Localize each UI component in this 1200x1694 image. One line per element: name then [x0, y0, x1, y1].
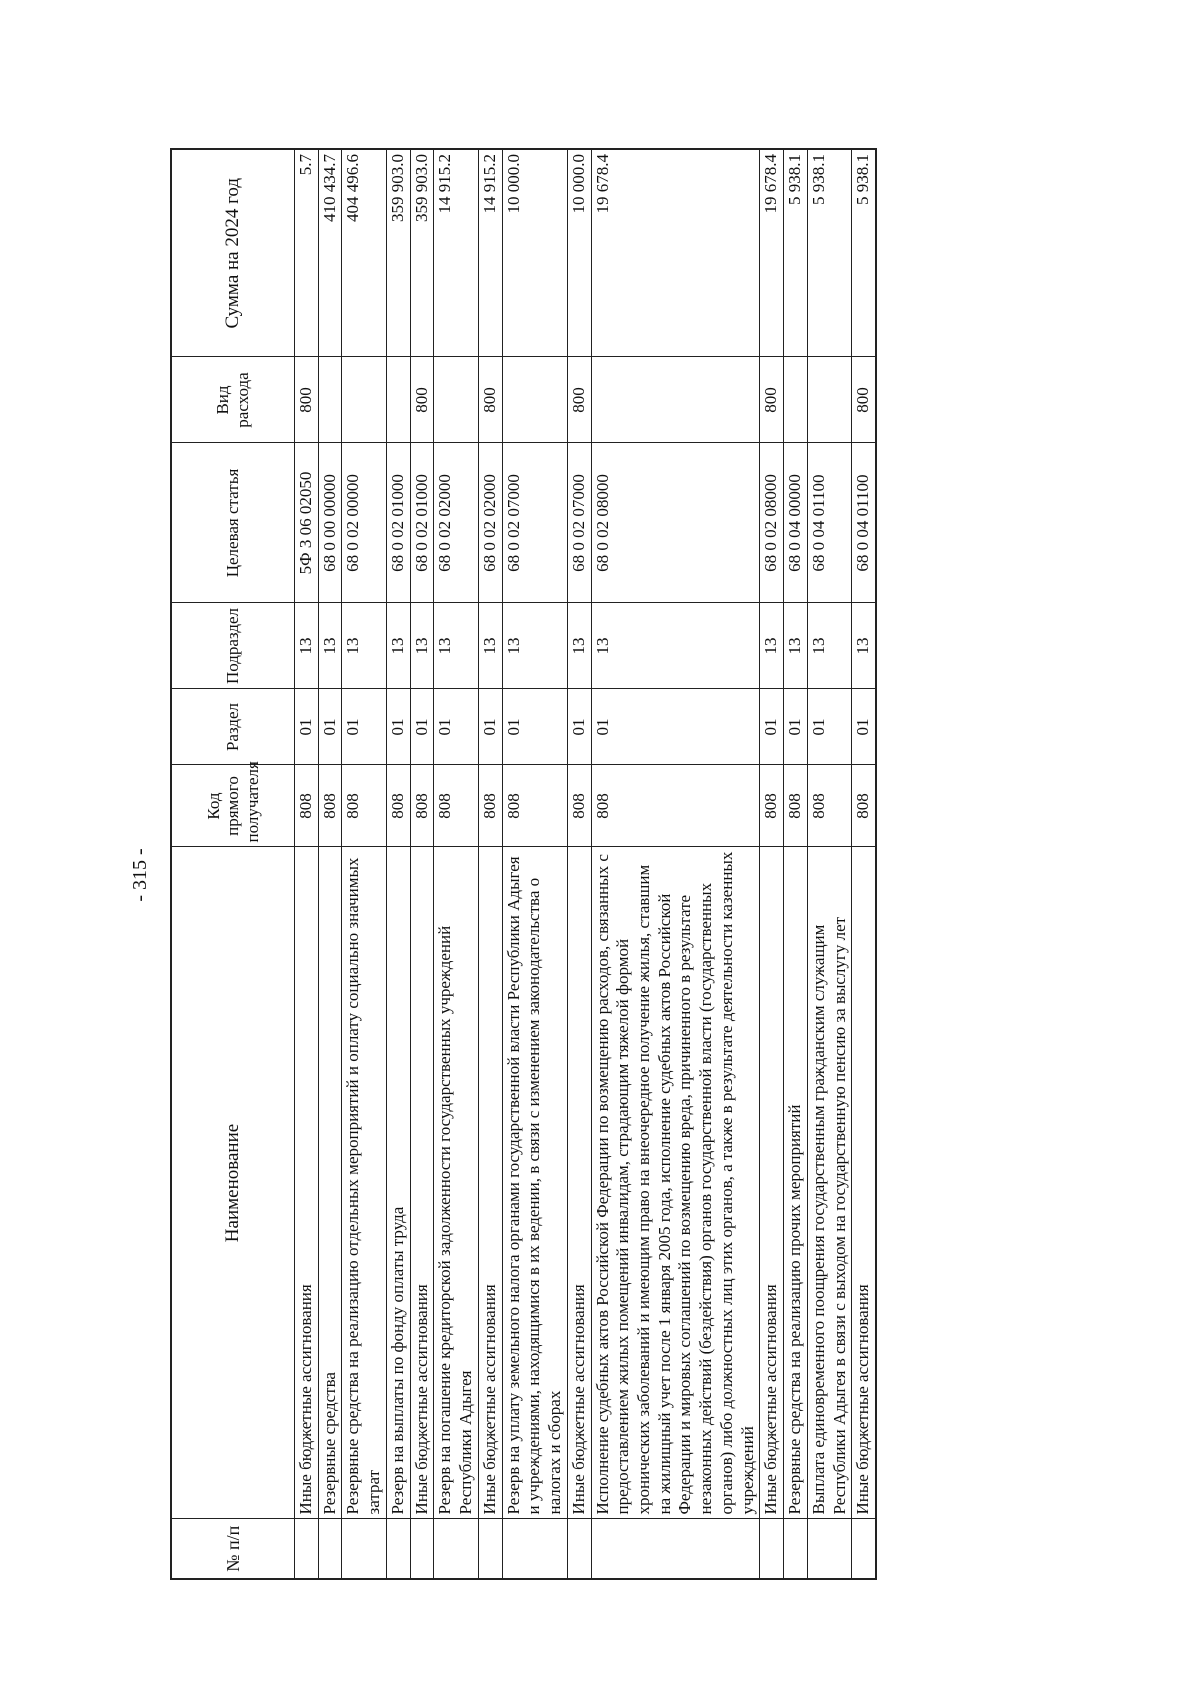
header-target: Целевая статья [171, 443, 295, 603]
cell-subsection: 13 [760, 603, 784, 689]
cell-num [478, 1519, 502, 1579]
table-row [807, 149, 851, 1579]
header-section: Раздел [171, 689, 295, 765]
cell-sum: 359 903.0 [410, 149, 434, 357]
cell-name: Выплата единовременного поощрения государственным гражданским служащим Республики Адыгея в связи с выходом на государственную пенсию за выслугу лет [807, 847, 851, 1519]
table-row [567, 149, 591, 1579]
cell-target: 68 0 02 08000 [591, 443, 760, 603]
header-sum: Сумма на 2024 год [171, 149, 295, 357]
cell-name: Иные бюджетные ассигнования [410, 847, 434, 1519]
cell-target: 68 0 04 00000 [784, 443, 808, 603]
cell-type: 800 [852, 357, 876, 443]
cell-code: 808 [478, 765, 502, 847]
cell-code: 808 [502, 765, 567, 847]
table-row [318, 149, 342, 1579]
cell-num [807, 1519, 851, 1579]
cell-sum: 10 000.0 [502, 149, 567, 357]
cell-section: 01 [852, 689, 876, 765]
table-body [295, 149, 877, 1579]
cell-name: Резервные средства [318, 847, 342, 1519]
table-row [410, 149, 434, 1579]
cell-type [784, 357, 808, 443]
cell-name: Резерв на выплаты по фонду оплаты труда [386, 847, 410, 1519]
cell-code: 808 [386, 765, 410, 847]
cell-sum: 5 938.1 [784, 149, 808, 357]
cell-target: 68 0 04 01100 [852, 443, 876, 603]
cell-target: 68 0 02 02000 [478, 443, 502, 603]
cell-num [760, 1519, 784, 1579]
cell-num [852, 1519, 876, 1579]
cell-name: Иные бюджетные ассигнования [567, 847, 591, 1519]
cell-target: 5Ф 3 06 02050 [295, 443, 319, 603]
cell-type: 800 [295, 357, 319, 443]
cell-target: 68 0 02 07000 [567, 443, 591, 603]
cell-section: 01 [567, 689, 591, 765]
header-code: Код прямого получателя [171, 765, 295, 847]
cell-name: Резервные средства на реализацию отдельных мероприятий и оплату социально значимых затрат [342, 847, 386, 1519]
cell-sum: 14 915.2 [434, 149, 478, 357]
cell-code: 808 [410, 765, 434, 847]
cell-type: 800 [567, 357, 591, 443]
cell-num [386, 1519, 410, 1579]
cell-section: 01 [410, 689, 434, 765]
table-row [342, 149, 386, 1579]
cell-code: 808 [852, 765, 876, 847]
cell-num [295, 1519, 319, 1579]
table-row [760, 149, 784, 1579]
cell-sum: 14 915.2 [478, 149, 502, 357]
cell-target: 68 0 02 02000 [434, 443, 478, 603]
cell-subsection: 13 [567, 603, 591, 689]
cell-section: 01 [342, 689, 386, 765]
cell-type: 800 [478, 357, 502, 443]
cell-target: 68 0 02 01000 [386, 443, 410, 603]
header-row [171, 149, 295, 1579]
cell-sum: 19 678.4 [591, 149, 760, 357]
table-header [171, 149, 295, 1579]
cell-target: 68 0 02 07000 [502, 443, 567, 603]
header-type: Вид расхода [171, 357, 295, 443]
cell-num [591, 1519, 760, 1579]
cell-num [434, 1519, 478, 1579]
cell-code: 808 [295, 765, 319, 847]
cell-sum: 5 938.1 [807, 149, 851, 357]
table-row [852, 149, 876, 1579]
cell-num [342, 1519, 386, 1579]
cell-sum: 410 434.7 [318, 149, 342, 357]
cell-subsection: 13 [807, 603, 851, 689]
cell-code: 808 [591, 765, 760, 847]
cell-name: Резерв на погашение кредиторской задолженности государственных учреждений Республики Адыгея [434, 847, 478, 1519]
cell-type [434, 357, 478, 443]
cell-code: 808 [760, 765, 784, 847]
cell-code: 808 [434, 765, 478, 847]
cell-subsection: 13 [295, 603, 319, 689]
cell-code: 808 [784, 765, 808, 847]
table-row [478, 149, 502, 1579]
cell-type: 800 [410, 357, 434, 443]
cell-section: 01 [502, 689, 567, 765]
cell-sum: 359 903.0 [386, 149, 410, 357]
table-row [386, 149, 410, 1579]
cell-subsection: 13 [410, 603, 434, 689]
cell-subsection: 13 [852, 603, 876, 689]
cell-type [807, 357, 851, 443]
cell-name: Иные бюджетные ассигнования [760, 847, 784, 1519]
cell-name: Иные бюджетные ассигнования [852, 847, 876, 1519]
cell-target: 68 0 02 08000 [760, 443, 784, 603]
cell-section: 01 [478, 689, 502, 765]
cell-target: 68 0 02 01000 [410, 443, 434, 603]
cell-type [502, 357, 567, 443]
cell-section: 01 [807, 689, 851, 765]
table-row [295, 149, 319, 1579]
cell-target: 68 0 04 01100 [807, 443, 851, 603]
cell-code: 808 [318, 765, 342, 847]
cell-subsection: 13 [784, 603, 808, 689]
cell-subsection: 13 [318, 603, 342, 689]
cell-type [318, 357, 342, 443]
cell-target: 68 0 00 00000 [318, 443, 342, 603]
cell-code: 808 [567, 765, 591, 847]
cell-name: Резерв на уплату земельного налога органами государственной власти Республики Адыгея и учреждениями, находящимися в их ведении, в связи с изменением законодательства о налогах и сборах [502, 847, 567, 1519]
cell-type [386, 357, 410, 443]
table-row [591, 149, 760, 1579]
cell-sum: 10 000.0 [567, 149, 591, 357]
budget-table [170, 148, 877, 1580]
cell-name: Иные бюджетные ассигнования [478, 847, 502, 1519]
cell-code: 808 [342, 765, 386, 847]
cell-subsection: 13 [502, 603, 567, 689]
cell-section: 01 [760, 689, 784, 765]
cell-num [502, 1519, 567, 1579]
cell-type: 800 [760, 357, 784, 443]
cell-section: 01 [386, 689, 410, 765]
budget-table-container [170, 150, 1030, 1580]
table-row [784, 149, 808, 1579]
header-subsection: Подраздел [171, 603, 295, 689]
cell-subsection: 13 [434, 603, 478, 689]
cell-subsection: 13 [342, 603, 386, 689]
cell-sum: 5 938.1 [852, 149, 876, 357]
cell-sum: 5.7 [295, 149, 319, 357]
cell-section: 01 [295, 689, 319, 765]
cell-type [342, 357, 386, 443]
table-row [502, 149, 567, 1579]
header-name: Наименование [171, 847, 295, 1519]
cell-subsection: 13 [591, 603, 760, 689]
cell-section: 01 [784, 689, 808, 765]
cell-section: 01 [591, 689, 760, 765]
page-number: - 315 - [129, 848, 151, 902]
cell-sum: 404 496.6 [342, 149, 386, 357]
cell-name: Резервные средства на реализацию прочих мероприятий [784, 847, 808, 1519]
header-num: № п/п [171, 1519, 295, 1579]
cell-sum: 19 678.4 [760, 149, 784, 357]
cell-code: 808 [807, 765, 851, 847]
cell-num [318, 1519, 342, 1579]
cell-name: Исполнение судебных актов Российской Федерации по возмещению расходов, связанных с предоставлением жилых помещений инвалидам, страдающим тяжелой формой хронических заболеваний и имеющим право на внеочередное получение жилья, ставшим на жилищный учет после 1 января 2005 года, исполнение судебных актов Российской Федерации и мировых соглашений по возмещению вреда, причиненного в результате незаконных действий (бездействия) органов государственной власти (государственных органов) либо должностных лиц этих органов, а также в результате деятельности казенных учреждений [591, 847, 760, 1519]
cell-subsection: 13 [386, 603, 410, 689]
cell-num [410, 1519, 434, 1579]
cell-section: 01 [434, 689, 478, 765]
cell-num [567, 1519, 591, 1579]
cell-type [591, 357, 760, 443]
cell-name: Иные бюджетные ассигнования [295, 847, 319, 1519]
cell-subsection: 13 [478, 603, 502, 689]
cell-num [784, 1519, 808, 1579]
cell-target: 68 0 02 00000 [342, 443, 386, 603]
cell-section: 01 [318, 689, 342, 765]
table-row [434, 149, 478, 1579]
